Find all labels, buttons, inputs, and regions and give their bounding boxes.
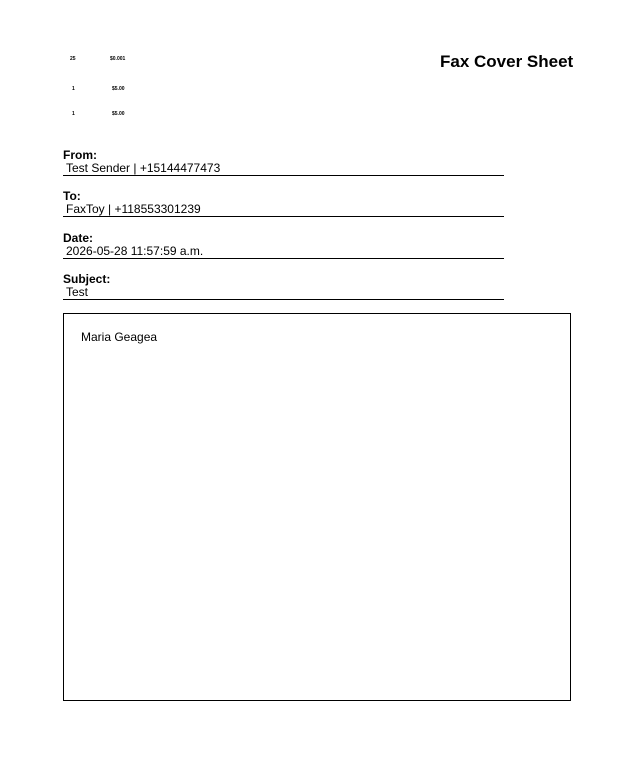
from-field xyxy=(63,149,504,176)
to-value: FaxToy | +118553301239 xyxy=(63,203,504,217)
subject-label: Subject: xyxy=(63,272,111,286)
row-2-qty: 1 xyxy=(72,86,75,92)
page-title: Fax Cover Sheet xyxy=(440,52,574,71)
from-label: From: xyxy=(63,148,97,162)
from-value: Test Sender | +15144477473 xyxy=(63,162,504,176)
message-box xyxy=(63,313,571,701)
to-field xyxy=(63,190,504,217)
to-label: To: xyxy=(63,189,81,203)
row-2-price: $5.00 xyxy=(112,86,125,92)
date-field xyxy=(63,232,504,259)
row-1-qty: 25 xyxy=(70,56,76,62)
message-text: Maria Geagea xyxy=(81,330,158,344)
row-3-qty: 1 xyxy=(72,111,75,117)
date-label: Date: xyxy=(63,231,94,245)
row-1-price: $0.001 xyxy=(110,56,126,62)
subject-field xyxy=(63,273,504,300)
row-3-price: $5.00 xyxy=(112,111,125,117)
subject-value: Test xyxy=(63,286,504,300)
date-value: 2026-05-28 11:57:59 a.m. xyxy=(63,245,504,259)
